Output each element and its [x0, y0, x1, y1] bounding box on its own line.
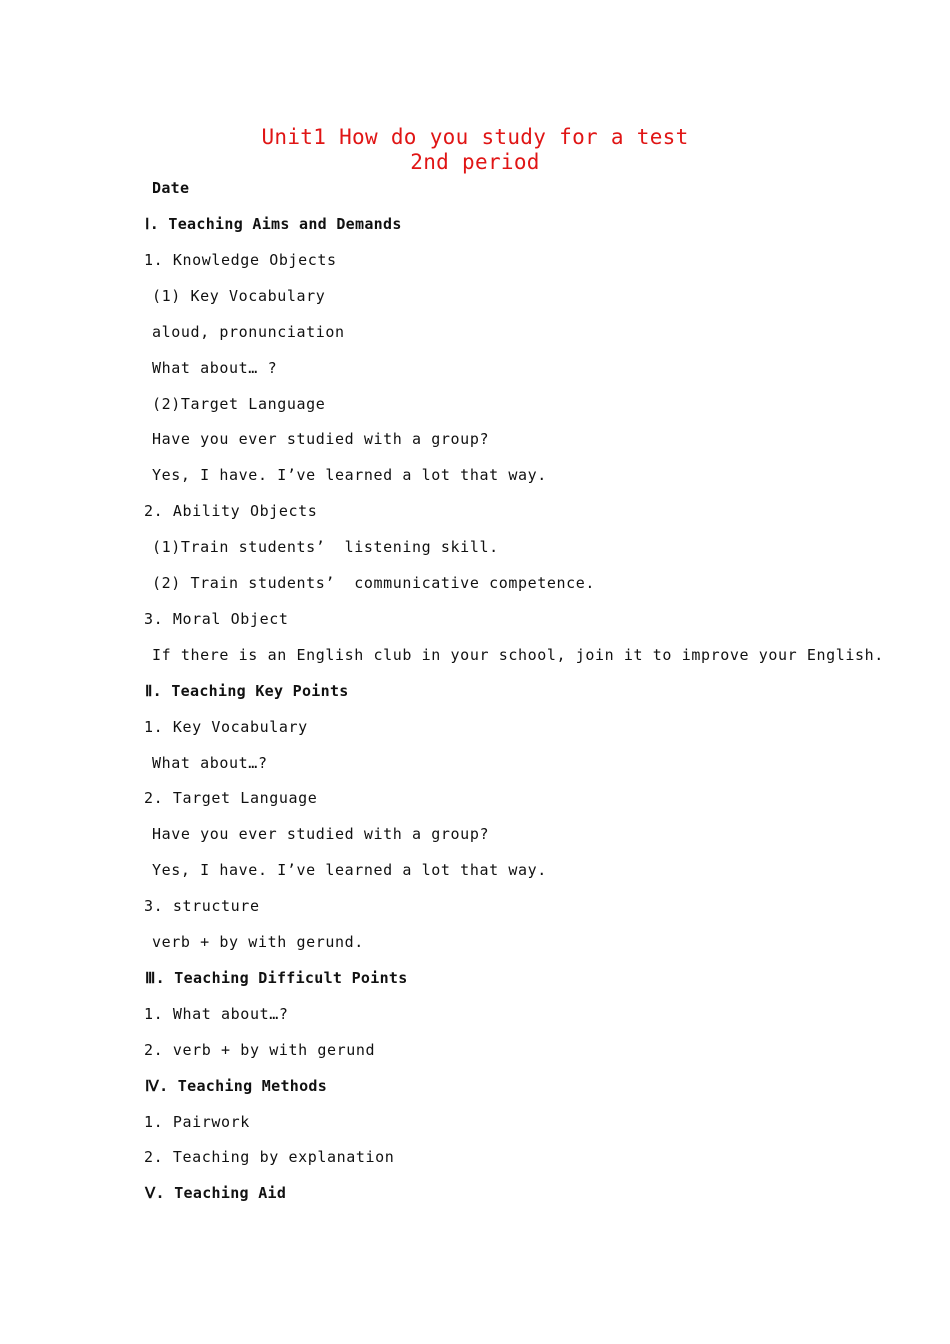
- body-line: Yes, I have. I’ve learned a lot that way.: [152, 861, 547, 880]
- date-label: Date: [152, 179, 190, 197]
- section-heading: Ⅲ. Teaching Difficult Points: [145, 968, 408, 987]
- body-line: 1. Knowledge Objects: [144, 250, 337, 269]
- body-line: 2. Target Language: [144, 789, 318, 808]
- body-line: (1) Key Vocabulary: [152, 286, 326, 305]
- section-heading: Ⅳ. Teaching Methods: [145, 1076, 328, 1095]
- section-heading: Ⅱ. Teaching Key Points: [145, 681, 349, 700]
- body-line: If there is an English club in your school, join it to improve your English.: [152, 645, 884, 664]
- body-line: 1. Pairwork: [144, 1112, 250, 1131]
- body-line: aloud, pronunciation: [152, 322, 345, 341]
- body-line: (2)Target Language: [152, 394, 326, 413]
- document-subtitle: 2nd period: [410, 150, 540, 174]
- body-line: 3. Moral Object: [144, 609, 289, 628]
- body-line: What about… ?: [152, 358, 278, 377]
- body-line: 2. verb + by with gerund: [144, 1040, 376, 1059]
- body-line: Have you ever studied with a group?: [152, 825, 490, 844]
- body-line: 2. Ability Objects: [144, 502, 318, 521]
- section-heading: Ⅴ. Teaching Aid: [145, 1184, 287, 1203]
- body-line: 3. structure: [144, 897, 260, 916]
- body-line: Yes, I have. I’ve learned a lot that way.: [152, 466, 547, 485]
- section-heading: Ⅰ. Teaching Aims and Demands: [145, 215, 402, 233]
- body-line: Have you ever studied with a group?: [152, 430, 490, 449]
- document-title: Unit1 How do you study for a test: [261, 125, 689, 149]
- body-line: (1)Train students’ listening skill.: [152, 538, 499, 557]
- body-line: 2. Teaching by explanation: [144, 1148, 395, 1167]
- body-line: What about…?: [152, 753, 268, 772]
- body-line: verb + by with gerund.: [152, 933, 364, 951]
- body-line: 1. Key Vocabulary: [144, 717, 308, 736]
- body-line: (2) Train students’ communicative competence.: [152, 574, 596, 592]
- body-line: 1. What about…?: [144, 1004, 289, 1023]
